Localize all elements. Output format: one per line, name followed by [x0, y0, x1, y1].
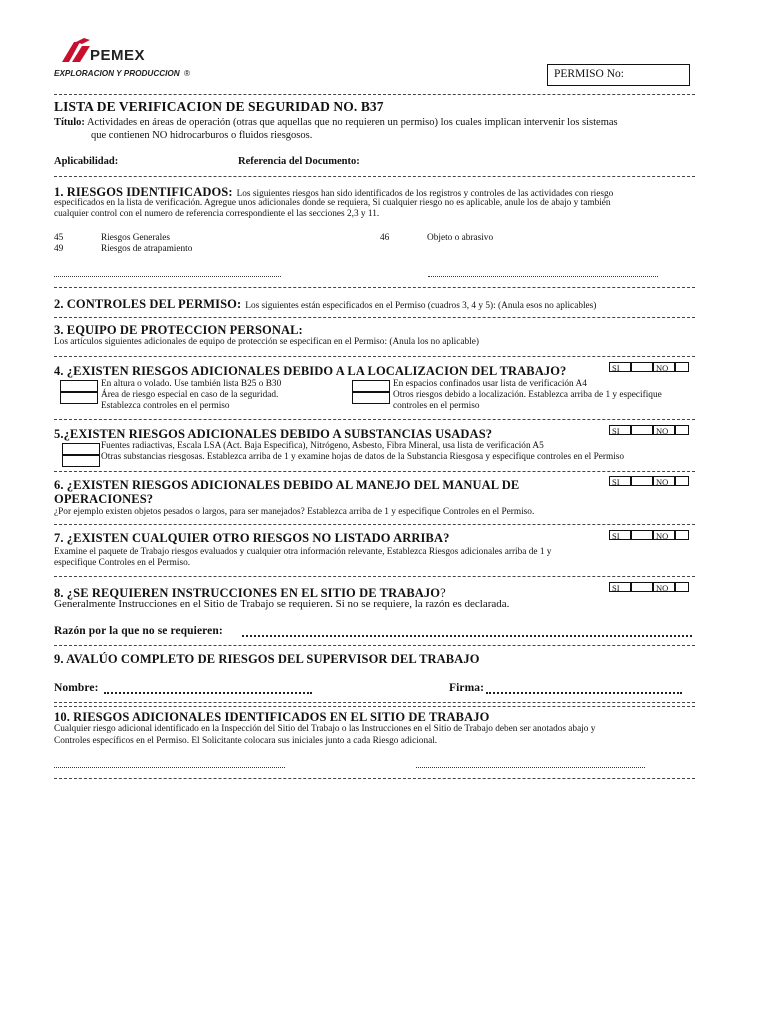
section-4-heading: 4. ¿EXISTEN RIESGOS ADICIONALES DEBIDO A LA LOCALIZACION DEL TRABAJO? [54, 364, 567, 378]
pemex-brand: PEMEX [90, 47, 146, 64]
divider [54, 524, 695, 525]
section-7-heading: 7. ¿EXISTEN CUALQUIER OTRO RIESGOS NO LISTADO ARRIBA? [54, 531, 450, 545]
section-5-si-box[interactable]: SI [609, 425, 631, 435]
divider [54, 576, 695, 577]
divider [54, 706, 695, 707]
checkbox-altura[interactable] [60, 380, 98, 392]
section-6-si-check[interactable] [631, 476, 653, 486]
permit-number-box[interactable] [547, 64, 690, 86]
section-7-line-1: Examine el paquete de Trabajo riesgos evaluados y cualquier otra información relevante, Establezca Riesgos adicionales arriba de 1 y [54, 547, 552, 557]
divider [54, 317, 695, 318]
section-5-yes-no [609, 425, 691, 435]
section-3-heading: 3. EQUIPO DE PROTECCION PERSONAL: [54, 323, 303, 337]
section-4-no-check[interactable] [675, 362, 689, 372]
titulo-text: Actividades en áreas de operación (otras que aquellas que no requieren un permiso) los cuales implican intervenir los sistemas [86, 117, 618, 128]
section-8-reason-label: Razón por la que no se requieren: [54, 625, 223, 637]
section-4-right-1: En espacios confinados usar lista de verificación A4 [393, 379, 587, 389]
divider [54, 645, 695, 646]
checkbox-espacios-confinados[interactable] [352, 380, 390, 392]
section-4-si-check[interactable] [631, 362, 653, 372]
section-7-no-box[interactable]: NO [653, 530, 675, 540]
divider [54, 778, 695, 779]
section-6-text: ¿Por ejemplo existen objetos pesados o largos, para ser manejados? Establezca arriba de 1 y especifique Controles en el Permiso. [54, 507, 535, 517]
section-3-text: Los artículos siguientes adicionales de equipo de protección se especifican en el Permiso: (Anula los no aplicable) [54, 337, 479, 347]
section-7-si-box[interactable]: SI [609, 530, 631, 540]
risk-46-num: 46 [380, 233, 390, 243]
section-4-left-2: Área de riesgo especial en caso de la seguridad. [101, 390, 279, 400]
section-4-right-2: Otros riesgos debido a localización. Establezca arriba de 1 y especifique [393, 390, 662, 400]
risk-45-label: Riesgos Generales [101, 233, 170, 243]
pemex-eagle-icon [60, 38, 92, 64]
pemex-subtitle [54, 69, 190, 78]
aplicabilidad-label: Aplicabilidad: [54, 156, 119, 167]
section-4-no-box[interactable]: NO [653, 362, 675, 372]
section-8-si-box[interactable]: SI [609, 582, 631, 592]
divider [54, 471, 695, 472]
divider [54, 356, 695, 357]
section-5-si-check[interactable] [631, 425, 653, 435]
section-5-heading: 5.¿EXISTEN RIESGOS ADICIONALES DEBIDO A SUBSTANCIAS USADAS? [54, 427, 493, 441]
risk-46-label: Objeto o abrasivo [427, 233, 494, 243]
section-6-heading-1: 6. ¿EXISTEN RIESGOS ADICIONALES DEBIDO AL MANEJO DEL MANUAL DE [54, 478, 520, 492]
section-7-yes-no [609, 530, 691, 540]
referencia-label: Referencia del Documento: [238, 156, 360, 167]
checkbox-fuentes-radiactivas[interactable] [62, 443, 100, 455]
divider [54, 419, 695, 420]
subtitle-text: EXPLORACION Y PRODUCCION [54, 69, 180, 78]
section-8-qmark: ? [440, 586, 446, 600]
page-title: LISTA DE VERIFICACION DE SEGURIDAD NO. B37 [54, 99, 384, 114]
section-6-si-box[interactable]: SI [609, 476, 631, 486]
risk-45-num: 45 [54, 233, 64, 243]
risk-49-num: 49 [54, 244, 64, 254]
risk-entry-line-left[interactable] [54, 276, 281, 277]
firma-input[interactable] [486, 692, 682, 694]
checkbox-otros-riesgos[interactable] [352, 392, 390, 404]
section-1-line-3: cualquier control con el numero de referencia correspondiente el las secciones 2,3 y 11. [54, 209, 380, 219]
section-8-no-box[interactable]: NO [653, 582, 675, 592]
section-4-yes-no [609, 362, 691, 372]
divider [54, 176, 695, 177]
section-8-reason-input[interactable] [242, 635, 692, 637]
section-9-heading: 9. AVALÚO COMPLETO DE RIESGOS DEL SUPERVISOR DEL TRABAJO [54, 652, 480, 666]
titulo-label: Título: [54, 117, 85, 128]
permit-label: PERMISO No: [554, 68, 624, 80]
divider [54, 287, 695, 288]
additional-risk-line-left[interactable] [54, 767, 285, 768]
section-6-no-box[interactable]: NO [653, 476, 675, 486]
section-1-text: Los siguientes riesgos han sido identificados de los registros y controles de las actividades con riesgo [236, 189, 614, 199]
section-6-yes-no [609, 476, 691, 486]
section-5-line-2: Otras substancias riesgosas. Establezca arriba de 1 y examine hojas de datos de la Substancia Riesgosa y especifique controles en el Permiso [101, 452, 625, 462]
section-6-heading-2: OPERACIONES? [54, 492, 154, 506]
section-10-line-1: Cualquier riesgo adicional identificado en la Inspección del Sitio del Trabajo o las Instrucciones en el Sitio de Trabajo deben ser anotados abajo y [54, 724, 596, 734]
section-8-heading: 8. ¿SE REQUIEREN INSTRUCCIONES EN EL SITIO DE TRABAJO [54, 586, 441, 600]
risk-49-label: Riesgos de atrapamiento [101, 244, 193, 254]
section-8-no-check[interactable] [675, 582, 689, 592]
nombre-input[interactable] [104, 692, 312, 694]
nombre-label: Nombre: [54, 682, 99, 694]
section-10-line-2: Controles específicos en el Permiso. El Solicitante colocara sus iniciales junto a cada Riesgo adicional. [54, 736, 438, 746]
section-5-line-1: Fuentes radiactivas, Escala LSA (Act. Baja Especifica), Nitrógeno, Asbesto, Fibra Mineral, usa lista de verificación A5 [101, 441, 544, 451]
divider [54, 94, 695, 95]
section-7-line-2: especifique Controles en el Permiso. [54, 558, 191, 568]
checkbox-area-riesgo[interactable] [60, 392, 98, 404]
section-2-heading: 2. CONTROLES DEL PERMISO: [54, 297, 242, 311]
registered-mark: ® [184, 69, 191, 78]
divider [54, 702, 695, 703]
section-1-line-2: especificados en la lista de verificación. Agregue unos adicionales donde se requiera, Si cualquier riesgo no es aplicable, anule los de abajo y también [54, 198, 611, 208]
section-8-text: Generalmente Instrucciones en el Sitio de Trabajo se requieren. Si no se requiere, la razón es declarada. [54, 598, 510, 610]
section-1-heading: 1. RIESGOS IDENTIFICADOS: [54, 185, 233, 199]
additional-risk-line-right[interactable] [416, 767, 645, 768]
section-8-si-check[interactable] [631, 582, 653, 592]
section-7-si-check[interactable] [631, 530, 653, 540]
section-4-left-1: En altura o volado. Use también lista B25 o B30 [101, 379, 282, 389]
checkbox-otras-substancias[interactable] [62, 455, 100, 467]
section-8-yes-no [609, 582, 691, 592]
section-10-heading: 10. RIESGOS ADICIONALES IDENTIFICADOS EN EL SITIO DE TRABAJO [54, 710, 490, 724]
section-2 [54, 295, 596, 313]
titulo-line-2: que contienen NO hidrocarburos o fluidos riesgosos. [91, 130, 313, 141]
firma-label: Firma: [449, 682, 485, 694]
section-4-left-3: Establezca controles en el permiso [101, 401, 230, 411]
section-5-no-check[interactable] [675, 425, 689, 435]
section-6-no-check[interactable] [675, 476, 689, 486]
risk-entry-line-right[interactable] [428, 276, 658, 277]
section-4-right-3: controles en el permiso [393, 401, 480, 411]
titulo-line-1 [54, 117, 618, 130]
section-5-no-box[interactable]: NO [653, 425, 675, 435]
section-7-no-check[interactable] [675, 530, 689, 540]
section-4-si-box[interactable]: SI [609, 362, 631, 372]
section-2-text: Los siguientes están especificados en el Permiso (cuadros 3, 4 y 5): (Anula esos no aplicables) [245, 301, 597, 311]
pemex-logo [54, 38, 189, 82]
